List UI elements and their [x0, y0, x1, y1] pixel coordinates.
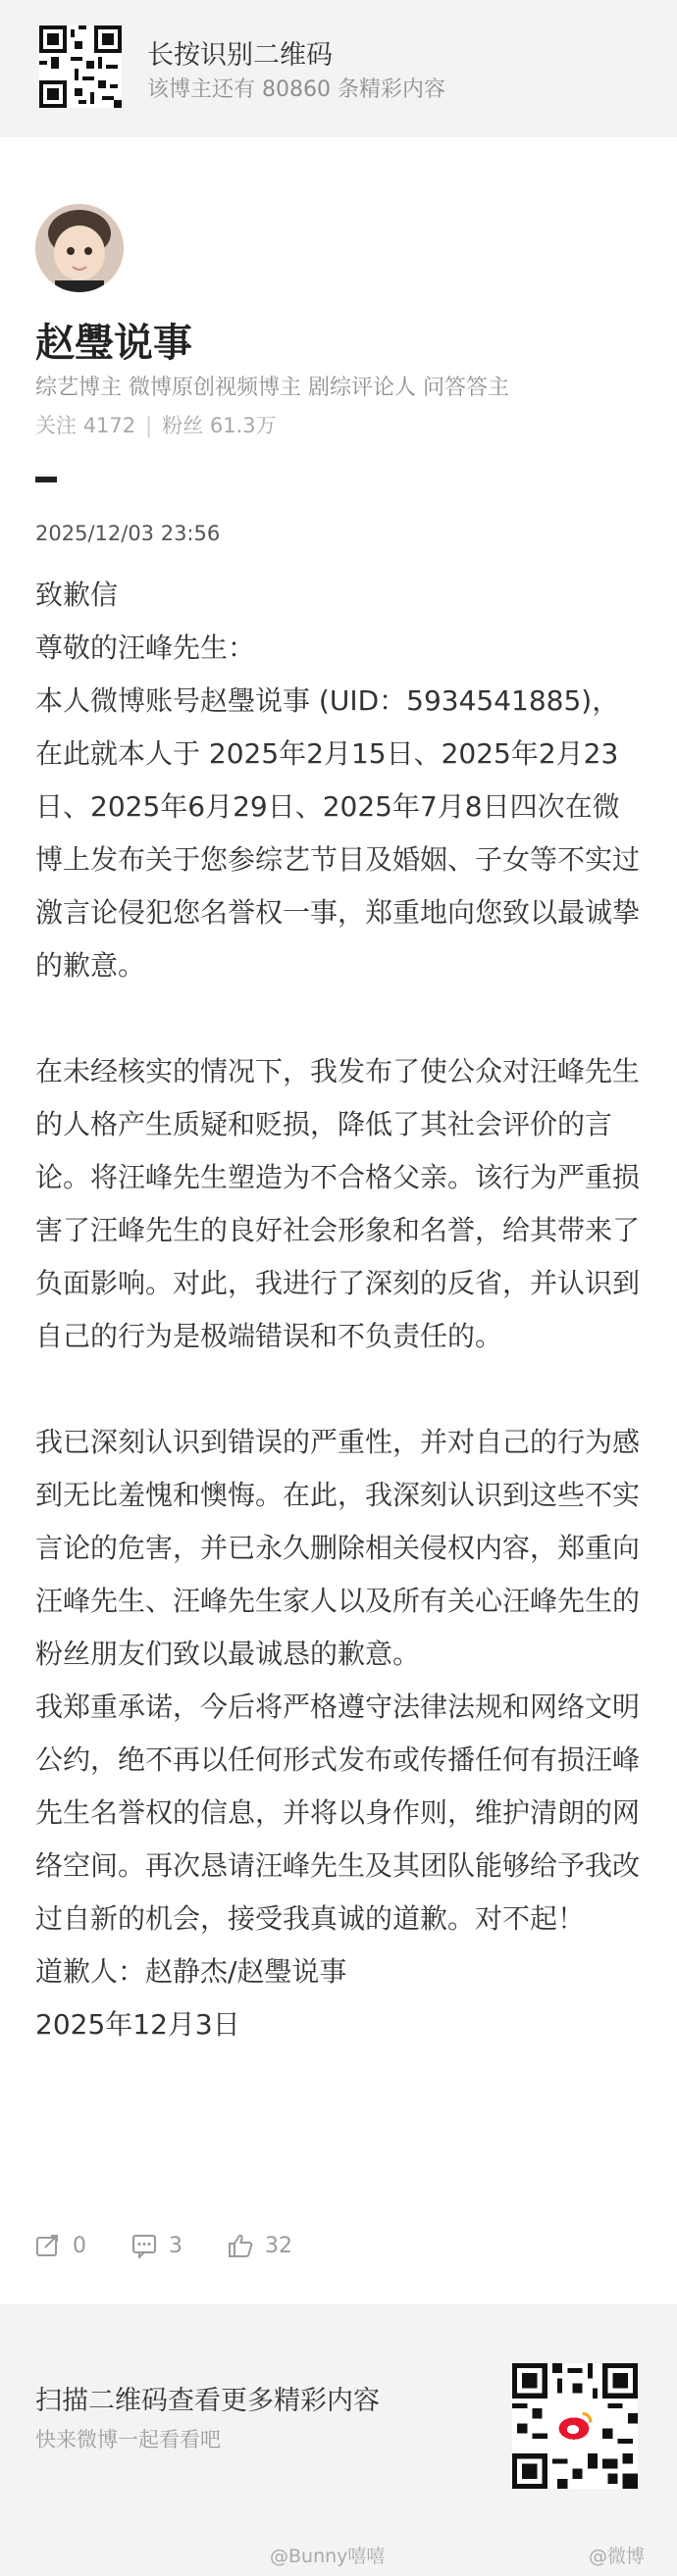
user-tags: 综艺博主 微博原创视频博主 剧综评论人 问答答主 [35, 376, 509, 400]
action-bar [35, 2226, 338, 2265]
letter-salutation: 尊敬的汪峰先生： [35, 631, 256, 664]
watermark-right: @微博 [589, 2546, 646, 2567]
user-name[interactable]: 赵璺说事 [35, 321, 192, 366]
paragraph-2: 在未经核实的情况下，我发布了使公众对汪峰先生的人格产生质疑和贬损，降低了其社会评价的言论。将汪峰先生塑造为不合格父亲。该行为严重损害了汪峰先生的良好社会形象和名誉，给其带来了负面影响。对此，我进行了深刻的反省，并认识到自己的行为是极端错误和不负责任的。 [35, 1055, 641, 1352]
fans-label: 粉丝 [162, 414, 204, 437]
post-body [35, 569, 644, 2051]
comment-count: 3 [169, 2233, 182, 2258]
paragraph-3-part-2: 在此，我深刻认识到这些不实言论的危害，并已永久删除相关侵权内容，郑重向汪峰先生、汪峰先生家人以及所有关心汪峰先生的粉丝朋友们致以最诚恳的歉意。 [35, 1479, 641, 1670]
qr-banner[interactable] [0, 0, 677, 137]
letter-title: 致歉信 [35, 579, 119, 611]
repost-icon [35, 2233, 61, 2258]
paragraph-4: 我郑重承诺，今后将严格遵守法律法规和网络文明公约，绝不再以任何形式发布或传播任何有损汪峰先生名誉权的信息，并将以身作则，维护清朗的网络空间。再次恳请汪峰先生及其团队能够给予我改过自新的机会，接受我真诚的道歉。对不起！ [35, 1691, 641, 1935]
repost-count: 0 [73, 2233, 86, 2258]
letter-date: 2025年12月3日 [35, 2008, 240, 2041]
banner-subtitle: 该博主还有 80860 条精彩内容 [147, 77, 445, 102]
letter-signer: 道歉人：赵静杰/赵璺说事 [35, 1955, 347, 1988]
banner-title: 长按识别二维码 [147, 40, 333, 71]
divider-dash [35, 477, 57, 482]
user-stats: 关注 4172 | 粉丝 61.3万 [35, 414, 277, 437]
qr-code-icon [39, 25, 122, 108]
comment-icon [131, 2233, 157, 2258]
watermark-left: @Bunny嘻嘻 [270, 2546, 386, 2567]
repost-button[interactable] [35, 2233, 86, 2258]
avatar[interactable] [35, 204, 124, 292]
fans-count: 61.3万 [209, 414, 277, 437]
paragraph-3 [35, 1416, 644, 1681]
paragraph-1: 本人微博账号赵璺说事 (UID：5934541885)，在此就本人于 2025年2月15日、2025年2月23日、2025年6月29日、2025年7月8日四次在微博上发布关于您参综艺节目及婚姻、子女等不实过激言论侵犯您名誉权一事，郑重地向您致以最诚挚的歉意。 [35, 684, 641, 982]
like-count: 32 [265, 2233, 292, 2258]
follow-label: 关注 [35, 414, 77, 437]
paragraph-3-part-1: 我已深刻认识到错误的严重性，并对自己的行为感到无比羞愧和懊悔。 [35, 1426, 641, 1511]
footer-subtitle: 快来微博一起看看吧 [35, 2428, 221, 2451]
comment-button[interactable] [131, 2233, 182, 2258]
like-button[interactable] [228, 2233, 292, 2258]
footer-qr-section[interactable] [0, 2304, 677, 2576]
footer-title: 扫描二维码查看更多精彩内容 [35, 2386, 380, 2416]
follow-count: 4172 [82, 414, 136, 437]
thumbs-up-icon [228, 2233, 253, 2258]
post-timestamp: 2025/12/03 23:56 [35, 522, 221, 545]
weibo-qr-code-icon [512, 2363, 638, 2489]
